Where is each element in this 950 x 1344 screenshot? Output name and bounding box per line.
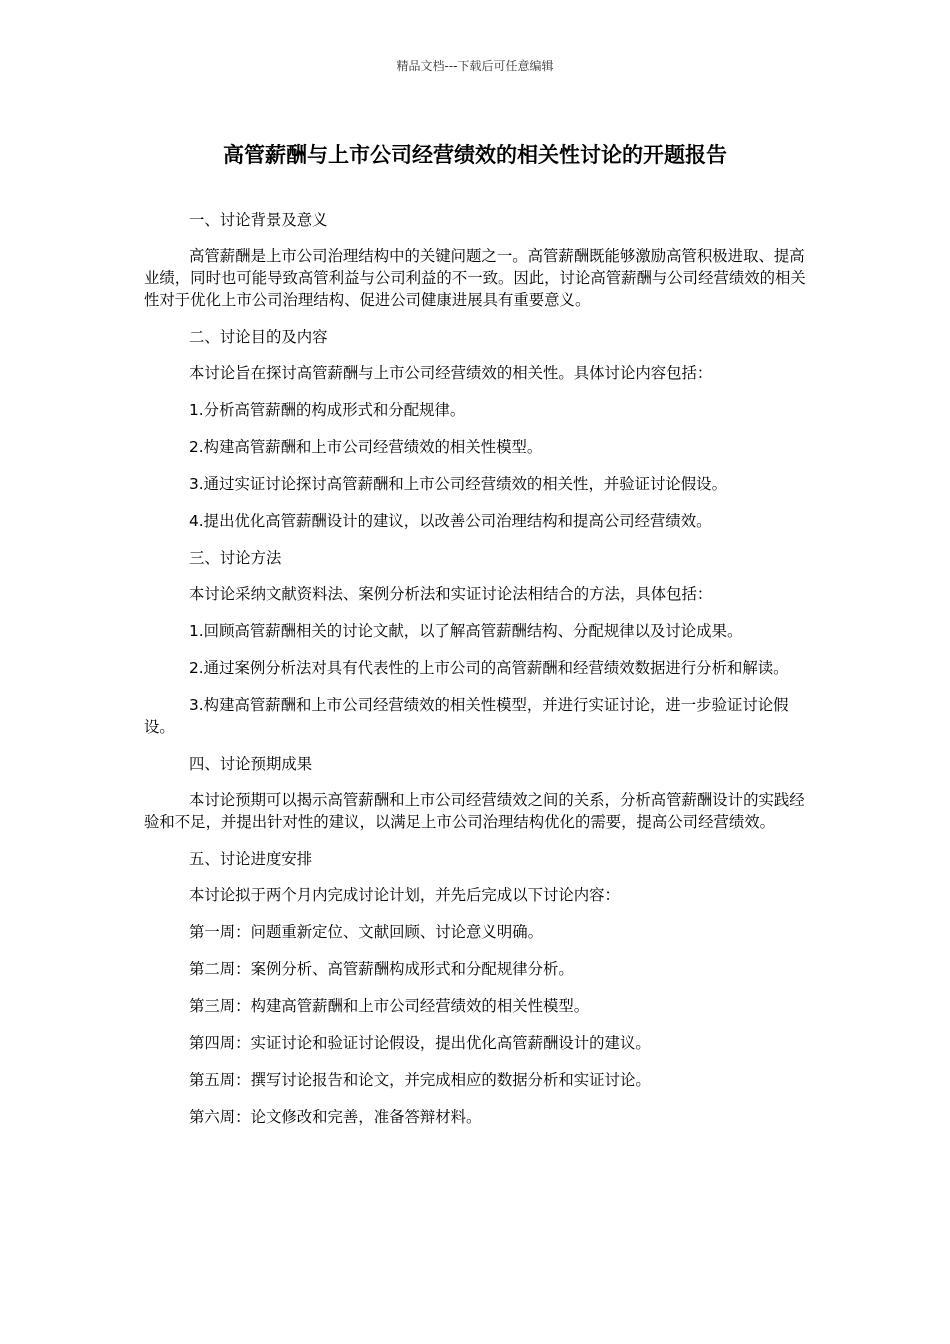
schedule-item: 第三周：构建高管薪酬和上市公司经营绩效的相关性模型。 <box>189 997 590 1015</box>
paragraph: 本讨论旨在探讨高管薪酬与上市公司经营绩效的相关性。具体讨论内容包括： <box>189 364 713 382</box>
list-item: 3.构建高管薪酬和上市公司经营绩效的相关性模型，并进行实证讨论，进一步验证讨论假设。 <box>144 696 789 736</box>
document-title: 高管薪酬与上市公司经营绩效的相关性讨论的开题报告 <box>223 143 727 167</box>
paragraph: 本讨论预期可以揭示高管薪酬和上市公司经营绩效之间的关系，分析高管薪酬设计的实践经验和不足，并提出针对性的建议，以满足上市公司治理结构优化的需要，提高公司经营绩效。 <box>144 791 805 831</box>
list-item: 2.构建高管薪酬和上市公司经营绩效的相关性模型。 <box>189 438 543 456</box>
section-heading-purpose: 二、讨论目的及内容 <box>189 328 328 346</box>
schedule-item: 第六周：论文修改和完善，准备答辩材料。 <box>189 1108 482 1126</box>
paragraph: 本讨论采纳文献资料法、案例分析法和实证讨论法相结合的方法，具体包括： <box>189 585 713 603</box>
schedule-item: 第五周：撰写讨论报告和论文，并完成相应的数据分析和实证讨论。 <box>189 1071 651 1089</box>
schedule-item: 第一周：问题重新定位、文献回顾、讨论意义明确。 <box>189 923 543 941</box>
list-item: 2.通过案例分析法对具有代表性的上市公司的高管薪酬和经营绩效数据进行分析和解读。 <box>189 659 789 677</box>
list-item: 3.通过实证讨论探讨高管薪酬和上市公司经营绩效的相关性，并验证讨论假设。 <box>189 475 727 493</box>
schedule-item: 第四周：实证讨论和验证讨论假设，提出优化高管薪酬设计的建议。 <box>189 1034 651 1052</box>
list-item: 1.回顾高管薪酬相关的讨论文献，以了解高管薪酬结构、分配规律以及讨论成果。 <box>189 622 743 640</box>
list-item: 4.提出优化高管薪酬设计的建议，以改善公司治理结构和提高公司经营绩效。 <box>189 512 712 530</box>
section-heading-background: 一、讨论背景及意义 <box>189 211 328 229</box>
section-heading-schedule: 五、讨论进度安排 <box>189 850 313 868</box>
schedule-item: 第二周：案例分析、高管薪酬构成形式和分配规律分析。 <box>189 960 574 978</box>
section-heading-method: 三、讨论方法 <box>189 549 282 567</box>
list-item: 1.分析高管薪酬的构成形式和分配规律。 <box>189 401 466 419</box>
document-body <box>144 209 814 1143</box>
paragraph: 本讨论拟于两个月内完成讨论计划，并先后完成以下讨论内容： <box>189 886 620 904</box>
page-header: 精品文档---下载后可任意编辑 <box>396 59 554 73</box>
paragraph: 高管薪酬是上市公司治理结构中的关键问题之一。高管薪酬既能够激励高管积极进取、提高业绩，同时也可能导致高管利益与公司利益的不一致。因此，讨论高管薪酬与公司经营绩效的相关性对于优化上市公司治理结构、促进公司健康进展具有重要意义。 <box>144 247 806 309</box>
section-heading-outcomes: 四、讨论预期成果 <box>189 755 313 773</box>
